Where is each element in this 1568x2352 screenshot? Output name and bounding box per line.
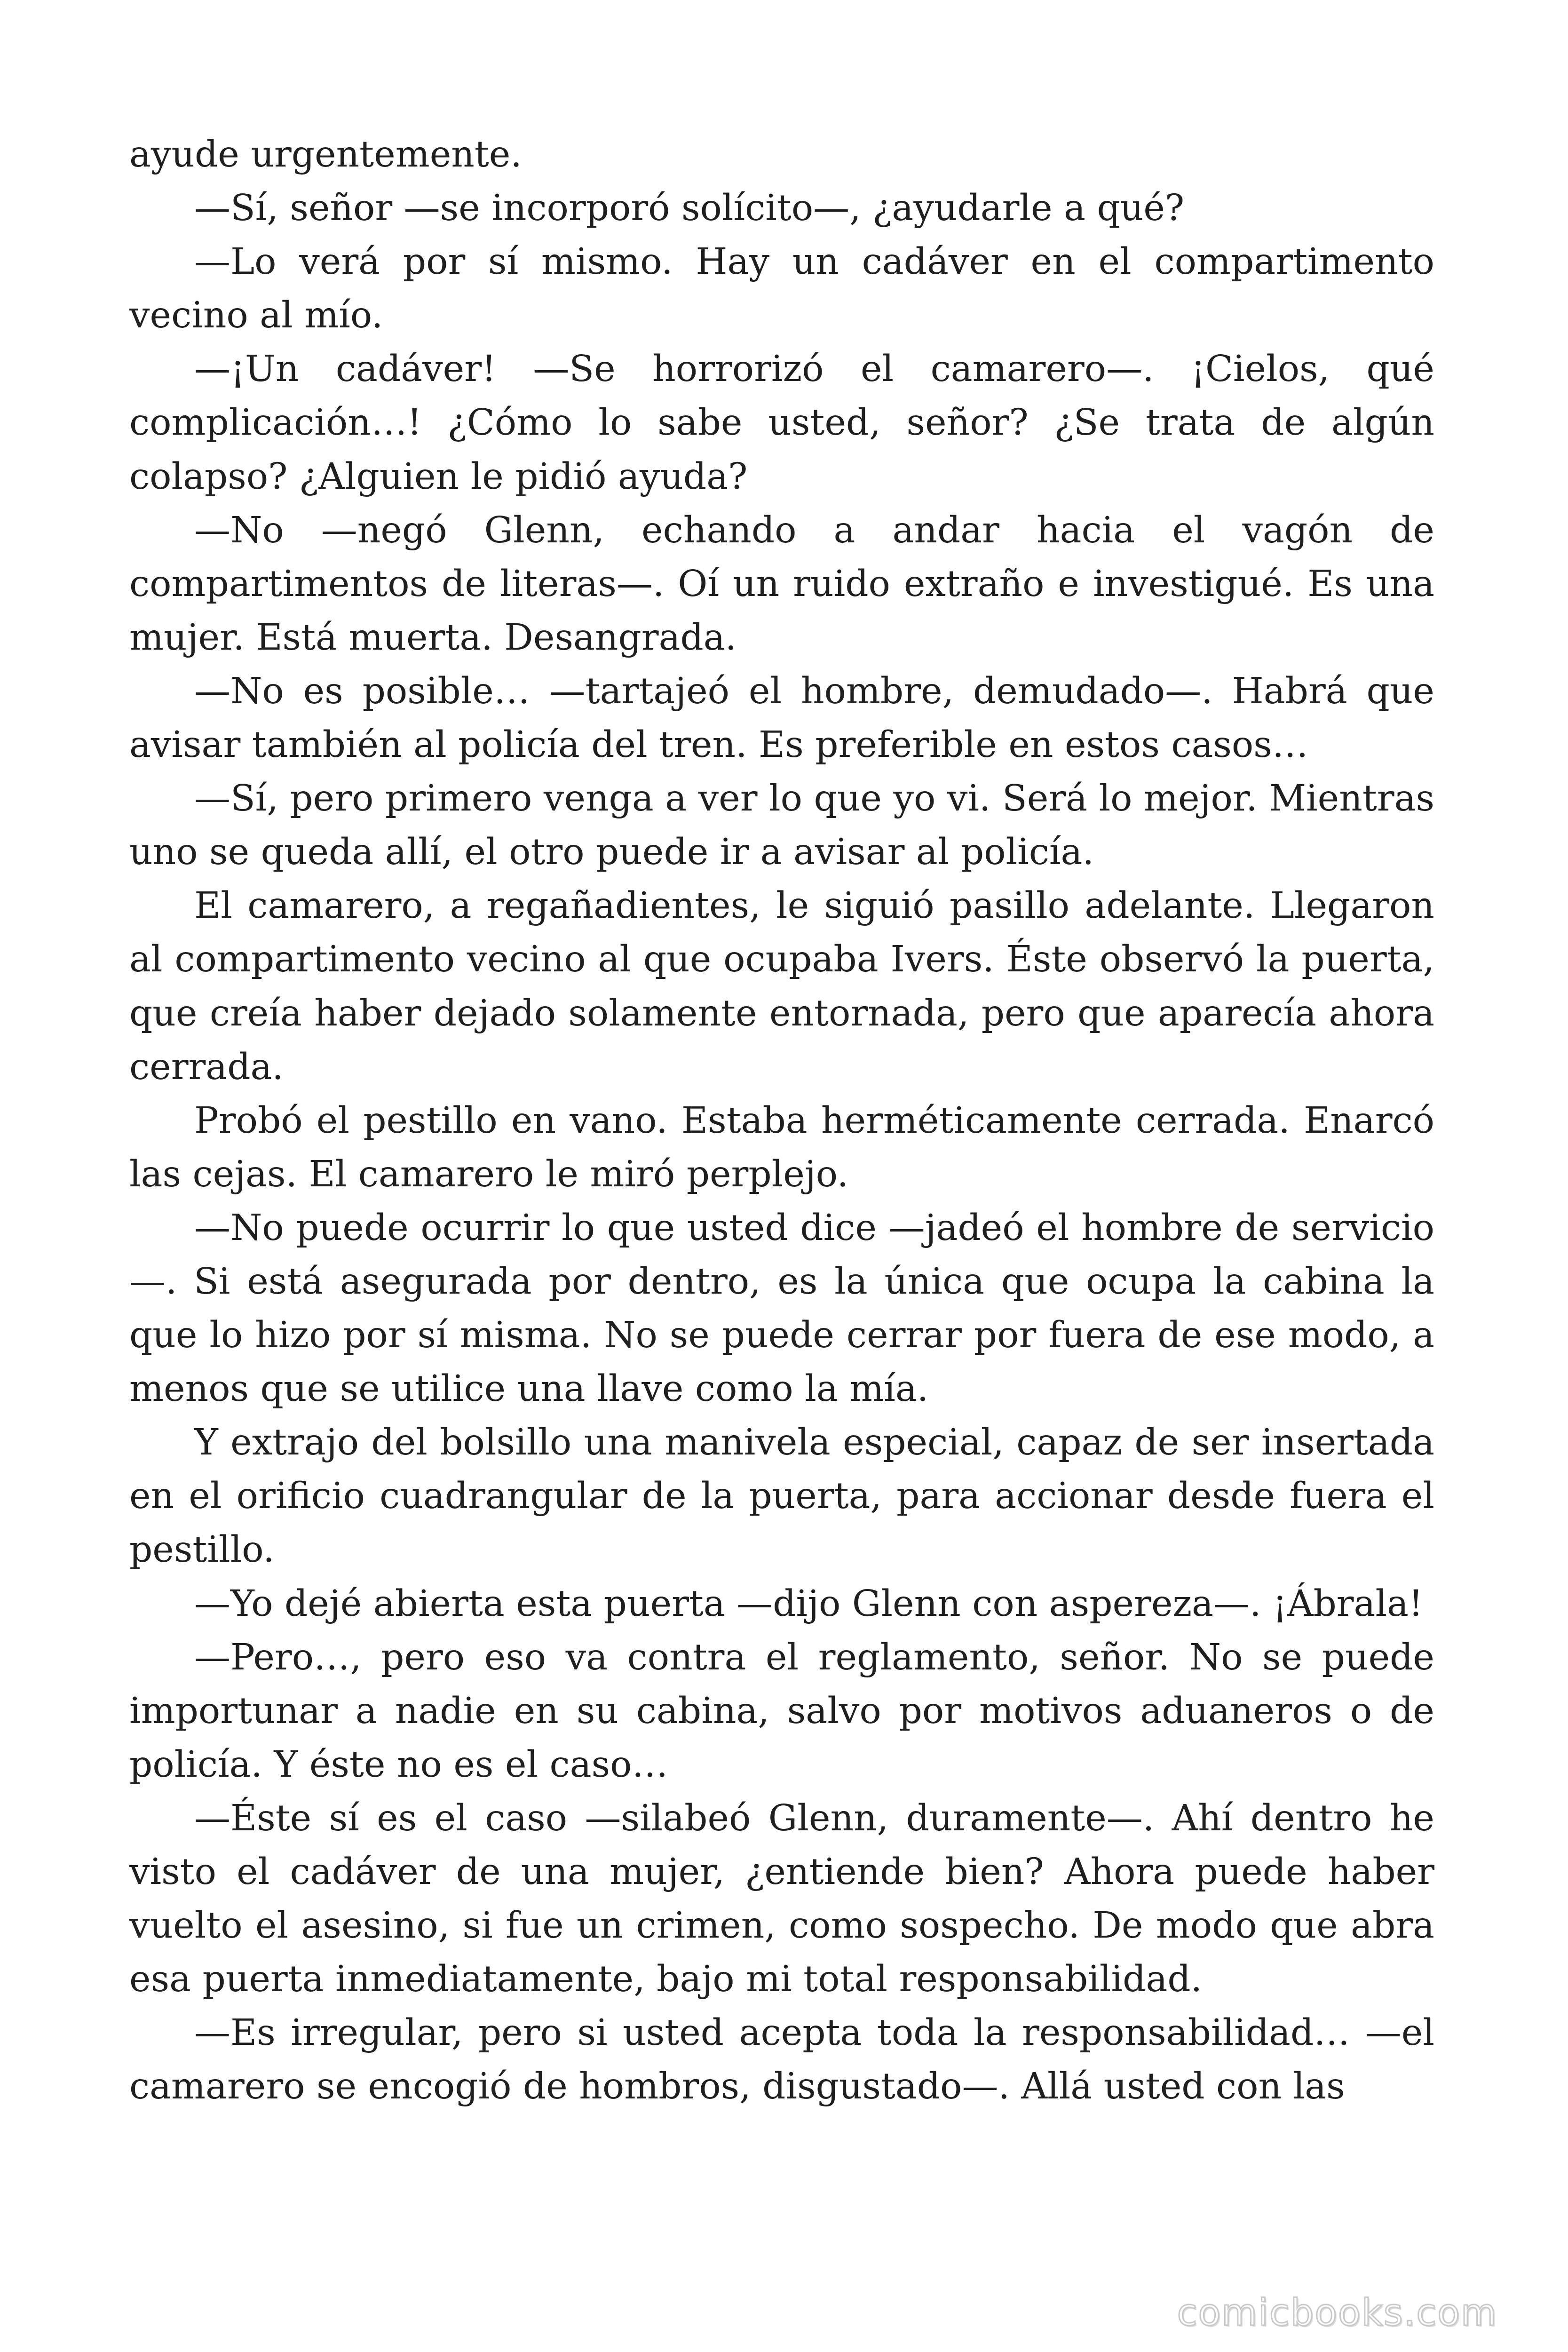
paragraph: —Éste sí es el caso —silabeó Glenn, duramente—. Ahí dentro he visto el cadáver de una mujer, ¿entiende bien? Ahora puede haber vuelto el asesino, si fue un crimen, como sospecho. De modo que abra esa puerta inmediatamente, bajo mi total responsabilidad. bbox=[129, 1797, 1434, 2001]
paragraph: —Yo dejé abierta esta puerta —dijo Glenn con aspereza—. ¡Ábrala! bbox=[194, 1582, 1423, 1625]
paragraph: —Sí, pero primero venga a ver lo que yo vi. Será lo mejor. Mientras uno se queda allí, el otro puede ir a avisar al policía. bbox=[129, 778, 1434, 874]
paragraph: —Sí, señor —se incorporó solícito—, ¿ayudarle a qué? bbox=[194, 187, 1185, 230]
paragraph: —Pero…, pero eso va contra el reglamento, señor. No se puede importunar a nadie en su cabina, salvo por motivos aduaneros o de policía. Y éste no es el caso… bbox=[129, 1636, 1434, 1786]
paragraph: —Lo verá por sí mismo. Hay un cadáver en el compartimento vecino al mío. bbox=[129, 241, 1434, 337]
body-text bbox=[129, 128, 1434, 2114]
paragraph: Y extrajo del bolsillo una manivela especial, capaz de ser insertada en el orificio cuadrangular de la puerta, para accionar desde fuera el pestillo. bbox=[129, 1422, 1434, 1571]
watermark-logo: comicbooks.com bbox=[1177, 2292, 1497, 2334]
paragraph: El camarero, a regañadientes, le siguió pasillo adelante. Llegaron al compartimento vecino al que ocupaba Ivers. Éste observó la puerta, que creía haber dejado solamente entornada, pero que aparecía ahora cerrada. bbox=[129, 885, 1434, 1088]
paragraph: ayude urgentemente. bbox=[129, 134, 522, 175]
paragraph: —No es posible… —tartajeó el hombre, demudado—. Habrá que avisar también al policía del tren. Es preferible en estos casos… bbox=[129, 670, 1434, 766]
paragraph: Probó el pestillo en vano. Estaba herméticamente cerrada. Enarcó las cejas. El camarero le miró perplejo. bbox=[129, 1099, 1434, 1195]
paragraph: —Es irregular, pero si usted acepta toda la responsabilidad… —el camarero se encogió de hombros, disgustado—. Allá usted con las bbox=[129, 2012, 1434, 2108]
paragraph: —No puede ocurrir lo que usted dice —jadeó el hombre de servicio—. Si está asegurada por dentro, es la única que ocupa la cabina la que lo hizo por sí misma. No se puede cerrar por fuera de ese modo, a menos que se utilice una llave como la mía. bbox=[129, 1207, 1434, 1410]
paragraph: —No —negó Glenn, echando a andar hacia el vagón de compartimentos de literas—. Oí un ruido extraño e investigué. Es una mujer. Está muerta. Desangrada. bbox=[129, 509, 1434, 659]
paragraph: —¡Un cadáver! —Se horrorizó el camarero—. ¡Cielos, qué complicación…! ¿Cómo lo sabe usted, señor? ¿Se trata de algún colapso? ¿Alguien le pidió ayuda? bbox=[129, 348, 1434, 498]
